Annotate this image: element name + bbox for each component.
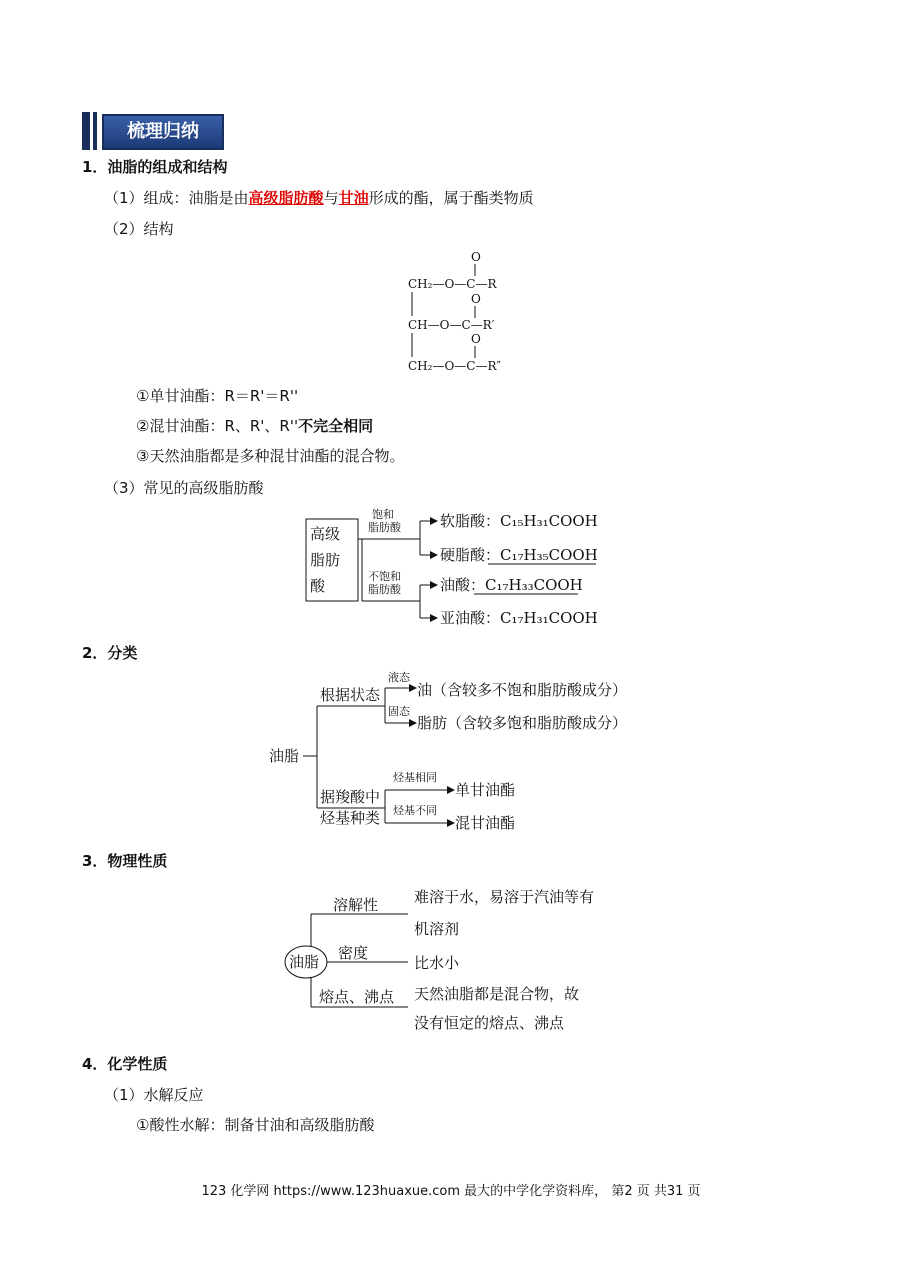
composition-mid: 与: [323, 189, 339, 207]
section-badge: [82, 112, 224, 150]
ester-row-2: CH—O—C—R′: [408, 318, 495, 332]
fat-desc: 脂肪（含较多饱和脂肪酸成分）: [417, 714, 628, 732]
class-root: 油脂: [269, 747, 300, 765]
solubility-value-1: 难溶于水，易溶于汽油等有: [414, 888, 595, 906]
glycerol-term: 甘油: [338, 189, 369, 207]
acid-hydrolysis-item: ①酸性水解：制备甘油和高级脂肪酸: [136, 1116, 375, 1134]
acid-box-line-1: 高级: [310, 525, 341, 543]
triglyceride-structure: [400, 248, 530, 378]
density-label: 密度: [338, 944, 369, 962]
fatty-acid-diagram: [300, 505, 610, 630]
composition-line: [104, 187, 534, 208]
by-state-branch: 根据状态: [320, 686, 381, 704]
melting-value-2: 没有恒定的熔点、沸点: [414, 1014, 565, 1032]
section-2-title: 2．分类: [82, 644, 138, 662]
saturated-label-1: 饱和: [372, 508, 394, 521]
unsaturated-label-1: 不饱和: [368, 570, 401, 583]
oil-desc: 油（含较多不饱和脂肪酸成分）: [417, 681, 628, 699]
melting-boiling-label: 熔点、沸点: [319, 988, 395, 1006]
density-value: 比水小: [414, 954, 460, 972]
solubility-label: 溶解性: [333, 896, 379, 914]
mixed-glyceride: 混甘油酯: [455, 814, 516, 832]
phys-root: 油脂: [289, 953, 320, 971]
by-acid-branch-1: 据羧酸中: [320, 788, 381, 806]
badge-bar-thin: [93, 112, 97, 150]
classification-diagram: [265, 668, 645, 838]
melting-value-1: 天然油脂都是混合物，故: [414, 985, 580, 1003]
oleic-acid: 油酸：C₁₇H₃₃COOH: [440, 576, 583, 594]
carbonyl-o-1: O: [471, 250, 481, 264]
carbonyl-o-2: O: [471, 292, 481, 306]
solubility-value-2: 机溶剂: [414, 920, 460, 938]
section-4-title: 4．化学性质: [82, 1055, 168, 1073]
simple-glyceride: 单甘油酯: [455, 781, 516, 799]
different-hydrocarbon-label: 烃基不同: [393, 804, 437, 817]
carbonyl-o-3: O: [471, 332, 481, 346]
structure-heading: （2）结构: [104, 220, 174, 238]
physical-properties-diagram: [283, 880, 628, 1035]
common-acids-heading: （3）常见的高级脂肪酸: [104, 479, 264, 497]
acid-box-line-2: 脂肪: [310, 551, 341, 569]
unsaturated-label-2: 脂肪酸: [368, 583, 401, 596]
ester-row-3: CH₂—O—C—R″: [408, 359, 501, 373]
page-footer: 123 化学网 https://www.123huaxue.com 最大的中学化学资料库， 第2 页 共31 页: [201, 1184, 701, 1199]
section-3-title: 3．物理性质: [82, 852, 168, 870]
stearic-acid: 硬脂酸：C₁₇H₃₅COOH: [440, 546, 598, 564]
mixed-glyceride-item: [136, 415, 373, 436]
mixed-glyceride-pre: ②混甘油酯：R、R'、R'': [136, 417, 299, 435]
higher-fatty-acid-term: 高级脂肪酸: [248, 189, 324, 207]
natural-fat-item: ③天然油脂都是多种混甘油酯的混合物。: [136, 447, 405, 465]
simple-glyceride-item: ①单甘油酯：R＝R'＝R'': [136, 387, 299, 405]
mixed-glyceride-bold: 不完全相同: [298, 417, 374, 435]
same-hydrocarbon-label: 烃基相同: [393, 771, 437, 784]
badge-bar: [82, 112, 90, 150]
saturated-label-2: 脂肪酸: [368, 521, 401, 534]
hydrolysis-heading: （1）水解反应: [104, 1086, 204, 1104]
badge-title: 梳理归纳: [102, 114, 224, 150]
palmitic-acid: 软脂酸：C₁₅H₃₁COOH: [440, 512, 598, 530]
linoleic-acid: 亚油酸：C₁₇H₃₁COOH: [440, 609, 598, 627]
liquid-label: 液态: [388, 671, 410, 684]
composition-pre: （1）组成：油脂是由: [104, 189, 249, 207]
solid-label: 固态: [388, 705, 410, 718]
ester-row-1: CH₂—O—C—R: [408, 277, 497, 291]
acid-box-line-3: 酸: [310, 577, 326, 595]
section-1-title: 1．油脂的组成和结构: [82, 158, 228, 176]
by-acid-branch-2: 烃基种类: [320, 809, 381, 827]
composition-post: 形成的酯，属于酯类物质: [368, 189, 534, 207]
